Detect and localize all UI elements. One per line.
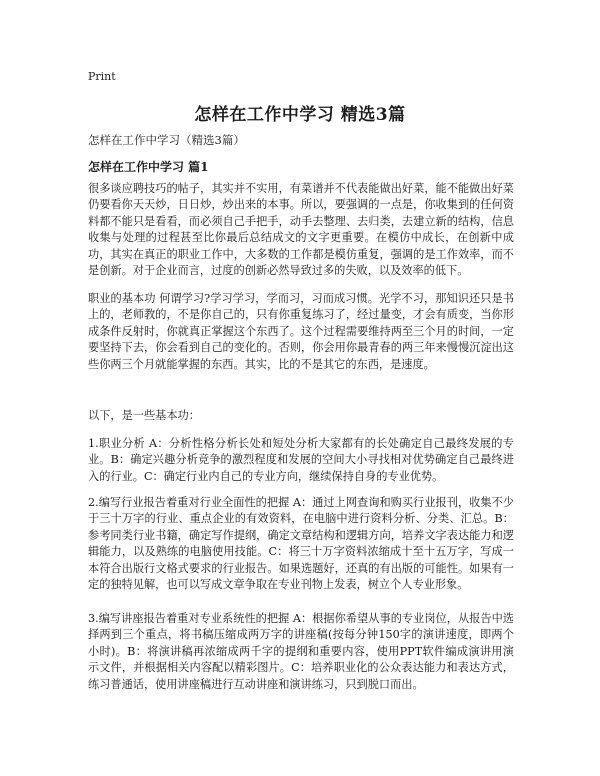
paragraph-fundamentals: 职业的基本功 何谓学习?学习学习，学而习，习而成习惯。光学不习，那知识还只是书上的，老师教的，不是你自己的，只有你重复练习了，经过量变，才会有质变，当你形成条件反射时，你就真正掌握这个东西了。这个过程需要维持两至三个月的时间，一定要坚持下去，你会看到自己的变化的。否则，你会用你最青春的两三年来慢慢沉淀出这些你两三个月就能掌握的东西。其实，比的不是其它的东西，是速度。 [88, 292, 514, 371]
paragraph-item-3: 3.编写讲座报告着重对专业系统性的把握 A：根据你希望从事的专业岗位，从报告中选择两到三个重点，将书稿压缩成两万字的讲座稿(按每分钟150字的演讲速度，即两个小时)。B：将演讲稿再浓缩成两千字的提纲和重要内容，使用PPT软件编成演讲用演示文件，并根据相关内容配以精彩图片。C：培养职业化的公众表达能力和表达方式，练习普通话，使用讲座稿进行互动讲座和演讲练习，只到脱口而出。 [88, 612, 514, 691]
paragraph-item-2: 2.编写行业报告着重对行业全面性的把握 A：通过上网查询和购买行业报刊，收集不少于三十万字的行业、重点企业的有效资料，在电脑中进行资料分析、分类、汇总。B：参考同类行业书籍，确定写作提纲，确定文章结构和逻辑方向，培养文字表达能力和逻辑能力，以及熟练的电脑使用技能。C：将三十万字资料浓缩成十至十五万字，写成一本符合出版行文格式要求的行业报告。如果选题好，还真的有出版的可能性。如果有一定的独特见解，也可以写成文章争取在专业刊物上发表，树立个人专业形象。 [88, 496, 514, 592]
document-subtitle: 怎样在工作中学习（精选3篇） [88, 133, 245, 147]
paragraph-intro: 很多谈应聘技巧的帖子，其实并不实用，有菜谱并不代表能做出好菜，能不能做出好菜仍要看你天天炒，日日炒，炒出来的本事。所以，要强调的一点是，你收集到的任何资料都不能只是看看，而必须自己手把手，动手去整理、去归类，去建立新的结构，信息收集与处理的过程甚至比你最后总结成文的文字更重要。在模仿中成长，在创新中成功，其实在真正的职业工作中，大多数的工作都是模仿重复，强调的是工作效率，而不是创新。对于企业而言，过度的创新必然导致过多的失败，以及效率的低下。 [88, 182, 514, 278]
print-label[interactable]: Print [88, 70, 116, 83]
section-heading: 怎样在工作中学习 篇1 [88, 160, 209, 174]
paragraph-list-intro: 以下，是一些基本功： [88, 409, 200, 422]
paragraph-item-1: 1.职业分析 A：分析性格分析长处和短处分析大家都有的长处确定自己最终发展的专业。B：确定兴趣分析竞争的激烈程度和发展的空间大小寻找相对优势确定自己最终进入的行业。C：确定行业内自己的专业方向，继续保持自身的专业优势。 [88, 437, 514, 483]
document-title: 怎样在工作中学习 精选3篇 [194, 105, 406, 125]
